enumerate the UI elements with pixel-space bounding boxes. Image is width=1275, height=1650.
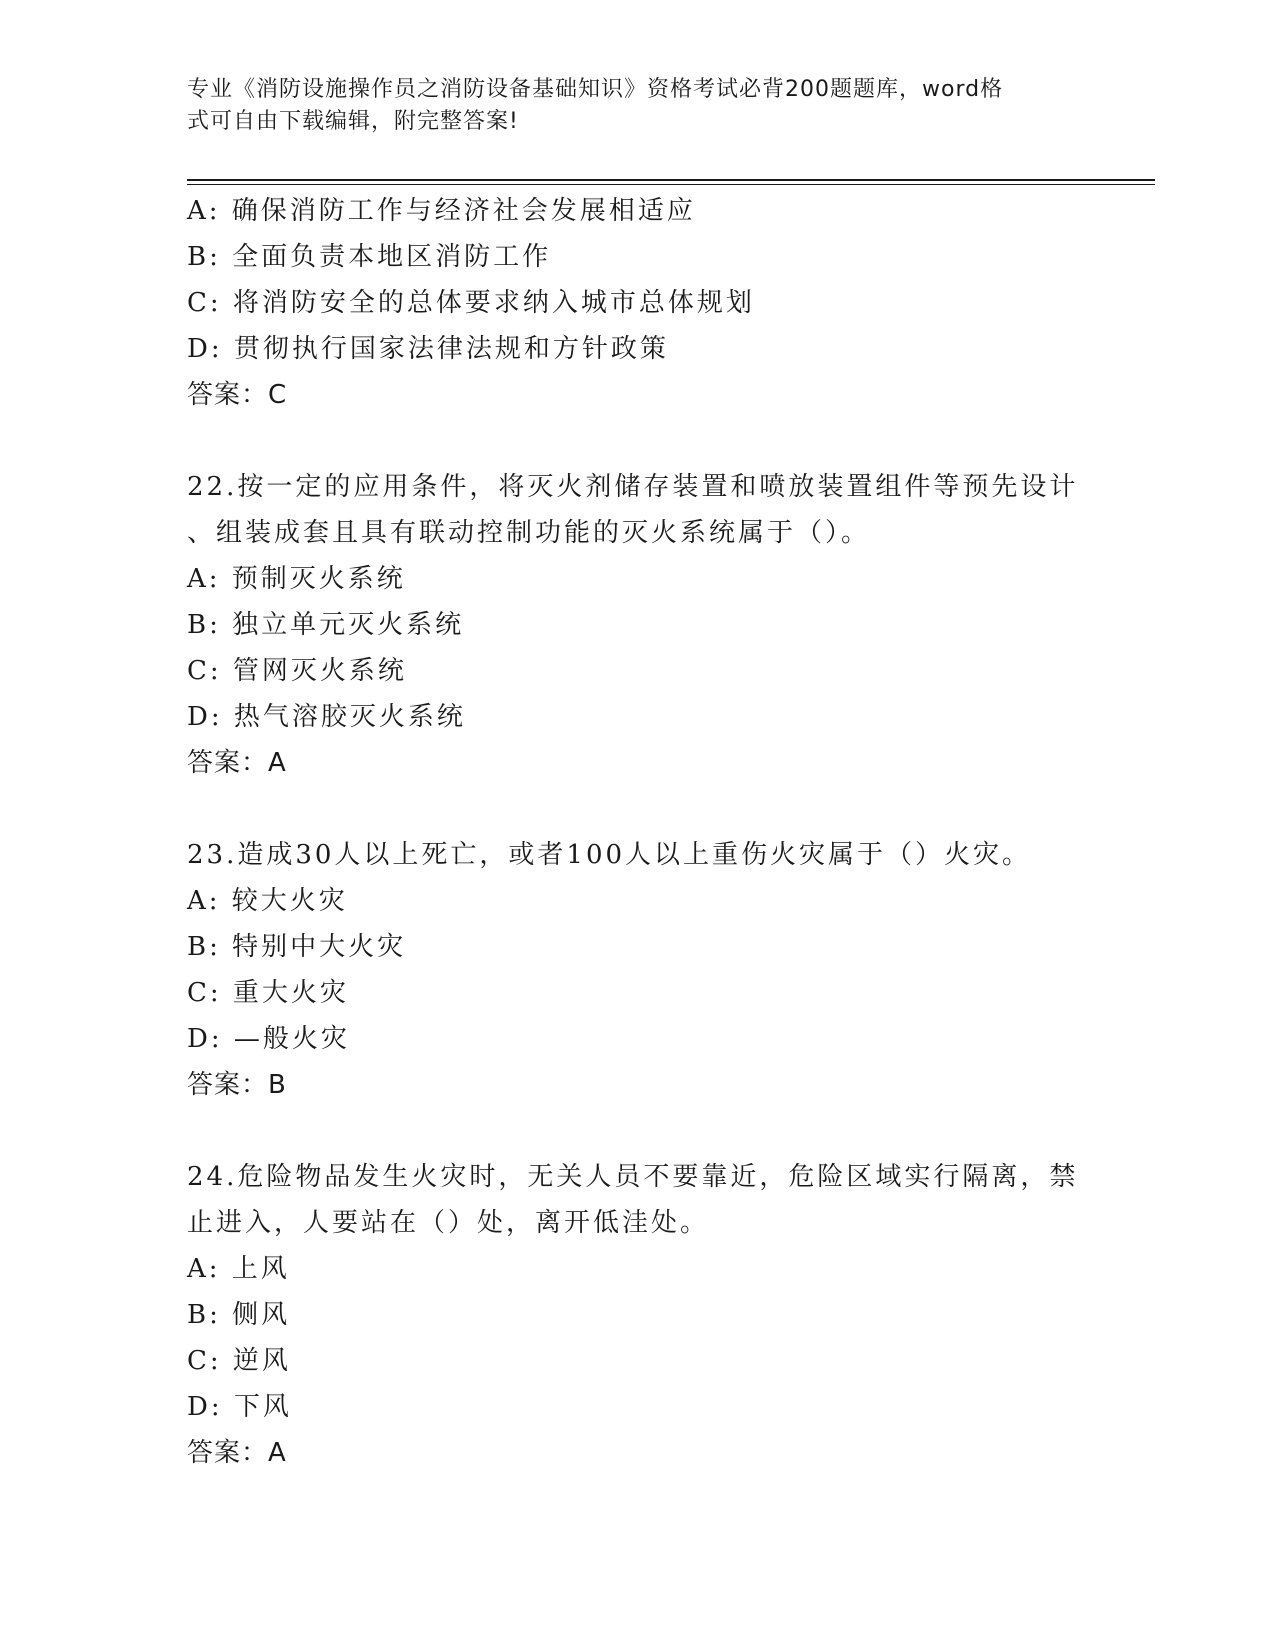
- option-a: A: 较大火灾: [187, 886, 348, 916]
- question-stem-continued: 、组装成套且具有联动控制功能的灭火系统属于（）。: [187, 518, 871, 548]
- question-stem: 23.造成30人以上死亡，或者100人以上重伤火灾属于（）火灾。: [187, 840, 1032, 870]
- question-stem: 22.按一定的应用条件，将灭火剂储存装置和喷放装置组件等预先设计: [187, 472, 1079, 502]
- question-stem-continued: 止进入，人要站在（）处，离开低洼处。: [187, 1208, 710, 1238]
- answer: 答案：C: [187, 380, 288, 410]
- header-divider-thick: [187, 179, 1155, 181]
- option-d: D: —般火灾: [187, 1024, 350, 1054]
- header-divider-thin: [187, 184, 1155, 185]
- spacer: [187, 418, 1087, 464]
- option-c: C: 将消防安全的总体要求纳入城市总体规划: [187, 288, 755, 318]
- option-d: D: 热气溶胶灭火系统: [187, 702, 466, 732]
- answer: 答案：B: [187, 1070, 287, 1100]
- option-d: D: 下风: [187, 1392, 292, 1422]
- document-header: [187, 74, 1067, 138]
- option-a: A: 上风: [187, 1254, 290, 1284]
- option-b: B: 侧风: [187, 1300, 291, 1330]
- option-a: A: 确保消防工作与经济社会发展相适应: [187, 196, 696, 226]
- option-d: D: 贯彻执行国家法律法规和方针政策: [187, 334, 669, 364]
- option-b: B: 特别中大火灾: [187, 932, 407, 962]
- spacer: [187, 1108, 1087, 1154]
- question-stem: 24.危险物品发生火灾时，无关人员不要靠近，危险区域实行隔离，禁: [187, 1162, 1079, 1192]
- question-21: [187, 188, 1087, 418]
- option-c: C: 逆风: [187, 1346, 291, 1376]
- answer: 答案：A: [187, 748, 287, 778]
- option-c: C: 管网灭火系统: [187, 656, 407, 686]
- header-line-1: 专业《消防设施操作员之消防设备基础知识》资格考试必背200题题库，word格: [187, 77, 1004, 102]
- answer: 答案：A: [187, 1438, 287, 1468]
- question-list: [187, 188, 1087, 1476]
- question-22: [187, 464, 1087, 786]
- option-a: A: 预制灭火系统: [187, 564, 406, 594]
- option-b: B: 独立单元灭火系统: [187, 610, 465, 640]
- question-23: [187, 832, 1087, 1108]
- question-24: [187, 1154, 1087, 1476]
- spacer: [187, 786, 1087, 832]
- option-c: C: 重大火灾: [187, 978, 349, 1008]
- option-b: B: 全面负责本地区消防工作: [187, 242, 552, 272]
- header-line-2: 式可自由下载编辑，附完整答案!: [187, 109, 519, 134]
